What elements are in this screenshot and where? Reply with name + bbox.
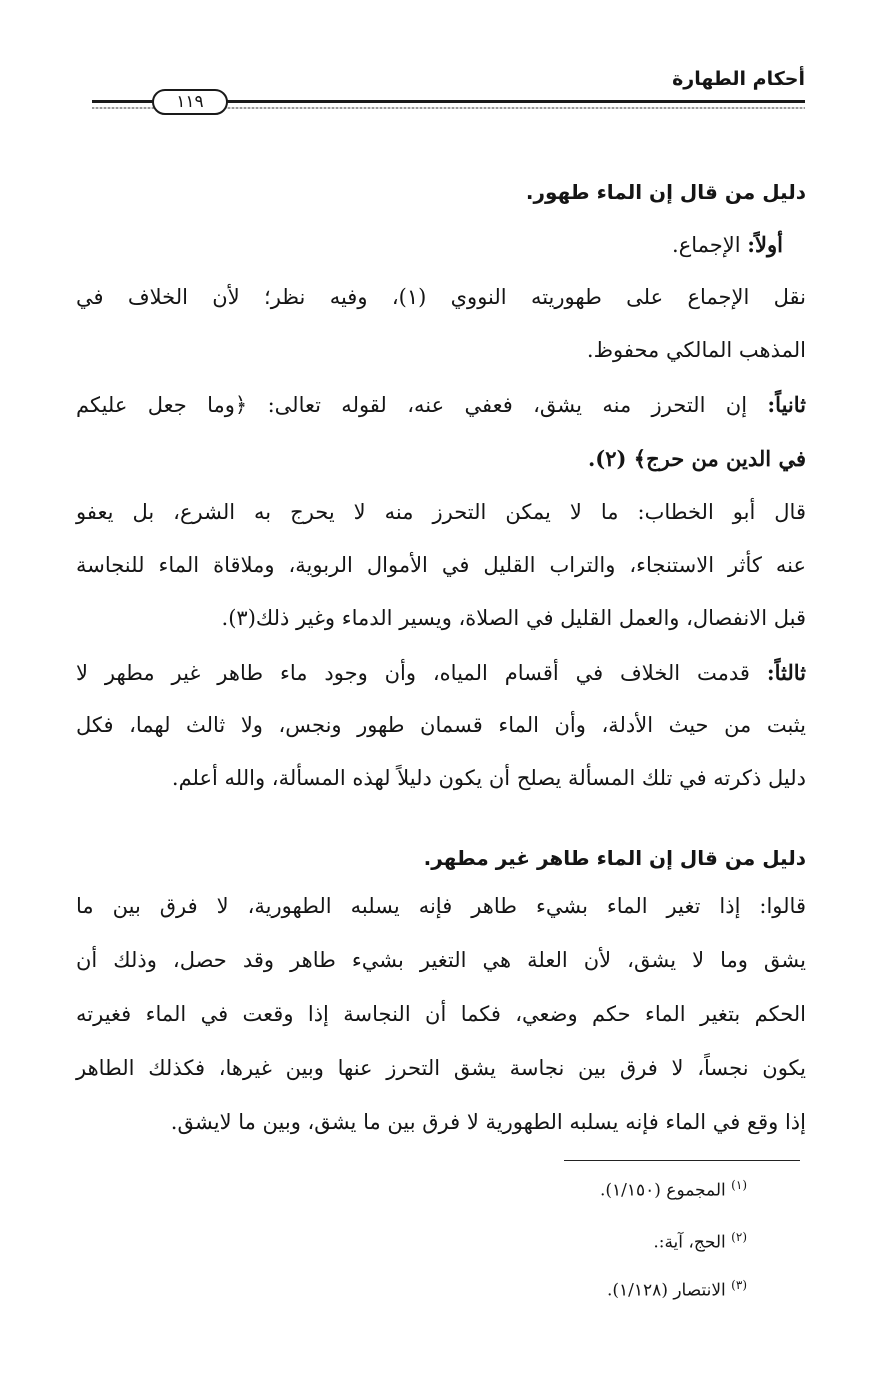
- footnote-text: المجموع (١/١٥٠).: [599, 1180, 726, 1201]
- footnote-text: الحج، آية:.: [653, 1232, 726, 1253]
- point-one: [672, 232, 783, 257]
- footnote-marker: (١): [731, 1178, 747, 1192]
- footnote-1: [600, 1178, 747, 1201]
- footnote-marker: (٣): [731, 1278, 747, 1292]
- paragraph-line: قال أبو الخطاب: ما لا يمكن التحرز منه لا يحرج به الشرع، بل يعفو: [76, 500, 806, 524]
- point-one-label: أولاً:: [747, 232, 783, 257]
- point-two-label: ثانياً:: [767, 392, 806, 417]
- footnote-separator: [564, 1160, 800, 1161]
- point-two-line: [76, 392, 806, 417]
- point-three-label: ثالثاً:: [766, 660, 806, 685]
- point-one-text: الإجماع.: [672, 233, 741, 257]
- paragraph-line: الحكم بتغير الماء حكم وضعي، فكما أن النجاسة إذا وقعت في الماء فغيرته: [76, 1002, 806, 1026]
- page-number: ١١٩: [152, 89, 228, 115]
- section-heading-2: دليل من قال إن الماء طاهر غير مطهر.: [423, 846, 806, 870]
- paragraph-line: عنه كأثر الاستنجاء، والتراب القليل في الأموال الربوية، وملاقاة الماء للنجاسة: [76, 553, 806, 577]
- point-two-text: إن التحرز منه يشق، فعفي عنه، لقوله تعالى: ﴿وما جعل عليكم: [76, 393, 748, 417]
- paragraph-line: قبل الانفصال، والعمل القليل في الصلاة، ويسير الدماء وغير ذلك(٣).: [221, 606, 806, 630]
- point-two-line: في الدين من حرج﴾ (٢).: [587, 446, 806, 471]
- footnote-marker: (٢): [731, 1230, 747, 1244]
- paragraph-line: نقل الإجماع على طهوريته النووي (١)، وفيه نظر؛ لأن الخلاف في: [76, 285, 807, 309]
- paragraph-line: إذا وقع في الماء فإنه يسلبه الطهورية لا فرق بين ما يشق، وبين ما لايشق.: [170, 1110, 806, 1134]
- paragraph-line: يشق وما لا يشق، لأن العلة هي التغير بشيء طاهر وقد حصل، وذلك أن: [76, 948, 806, 972]
- paragraph-line: قالوا: إذا تغير الماء بشيء طاهر فإنه يسلبه الطهورية، لا فرق بين ما: [76, 894, 806, 918]
- footnote-2: [653, 1230, 747, 1253]
- footnote-3: [607, 1278, 747, 1301]
- paragraph-line: دليل ذكرته في تلك المسألة يصلح أن يكون دليلاً لهذه المسألة، والله أعلم.: [171, 766, 806, 790]
- running-header-title: أحكام الطهارة: [672, 68, 805, 90]
- paragraph-line: يثبت من حيث الأدلة، وأن الماء قسمان طهور ونجس، ولا ثالث لهما، فكل: [76, 713, 806, 737]
- footnote-text: الانتصار (١/١٢٨).: [607, 1280, 726, 1301]
- point-three-text: قدمت الخلاف في أقسام المياه، وأن وجود ماء طاهر غير مطهر لا: [76, 661, 750, 685]
- point-three-line: [76, 660, 806, 685]
- paragraph-line: يكون نجساً، لا فرق بين نجاسة يشق التحرز عنها وبين غيرها، فكذلك الطاهر: [76, 1056, 806, 1080]
- paragraph-line: المذهب المالكي محفوظ.: [586, 338, 806, 362]
- section-heading-1: دليل من قال إن الماء طهور.: [525, 180, 806, 204]
